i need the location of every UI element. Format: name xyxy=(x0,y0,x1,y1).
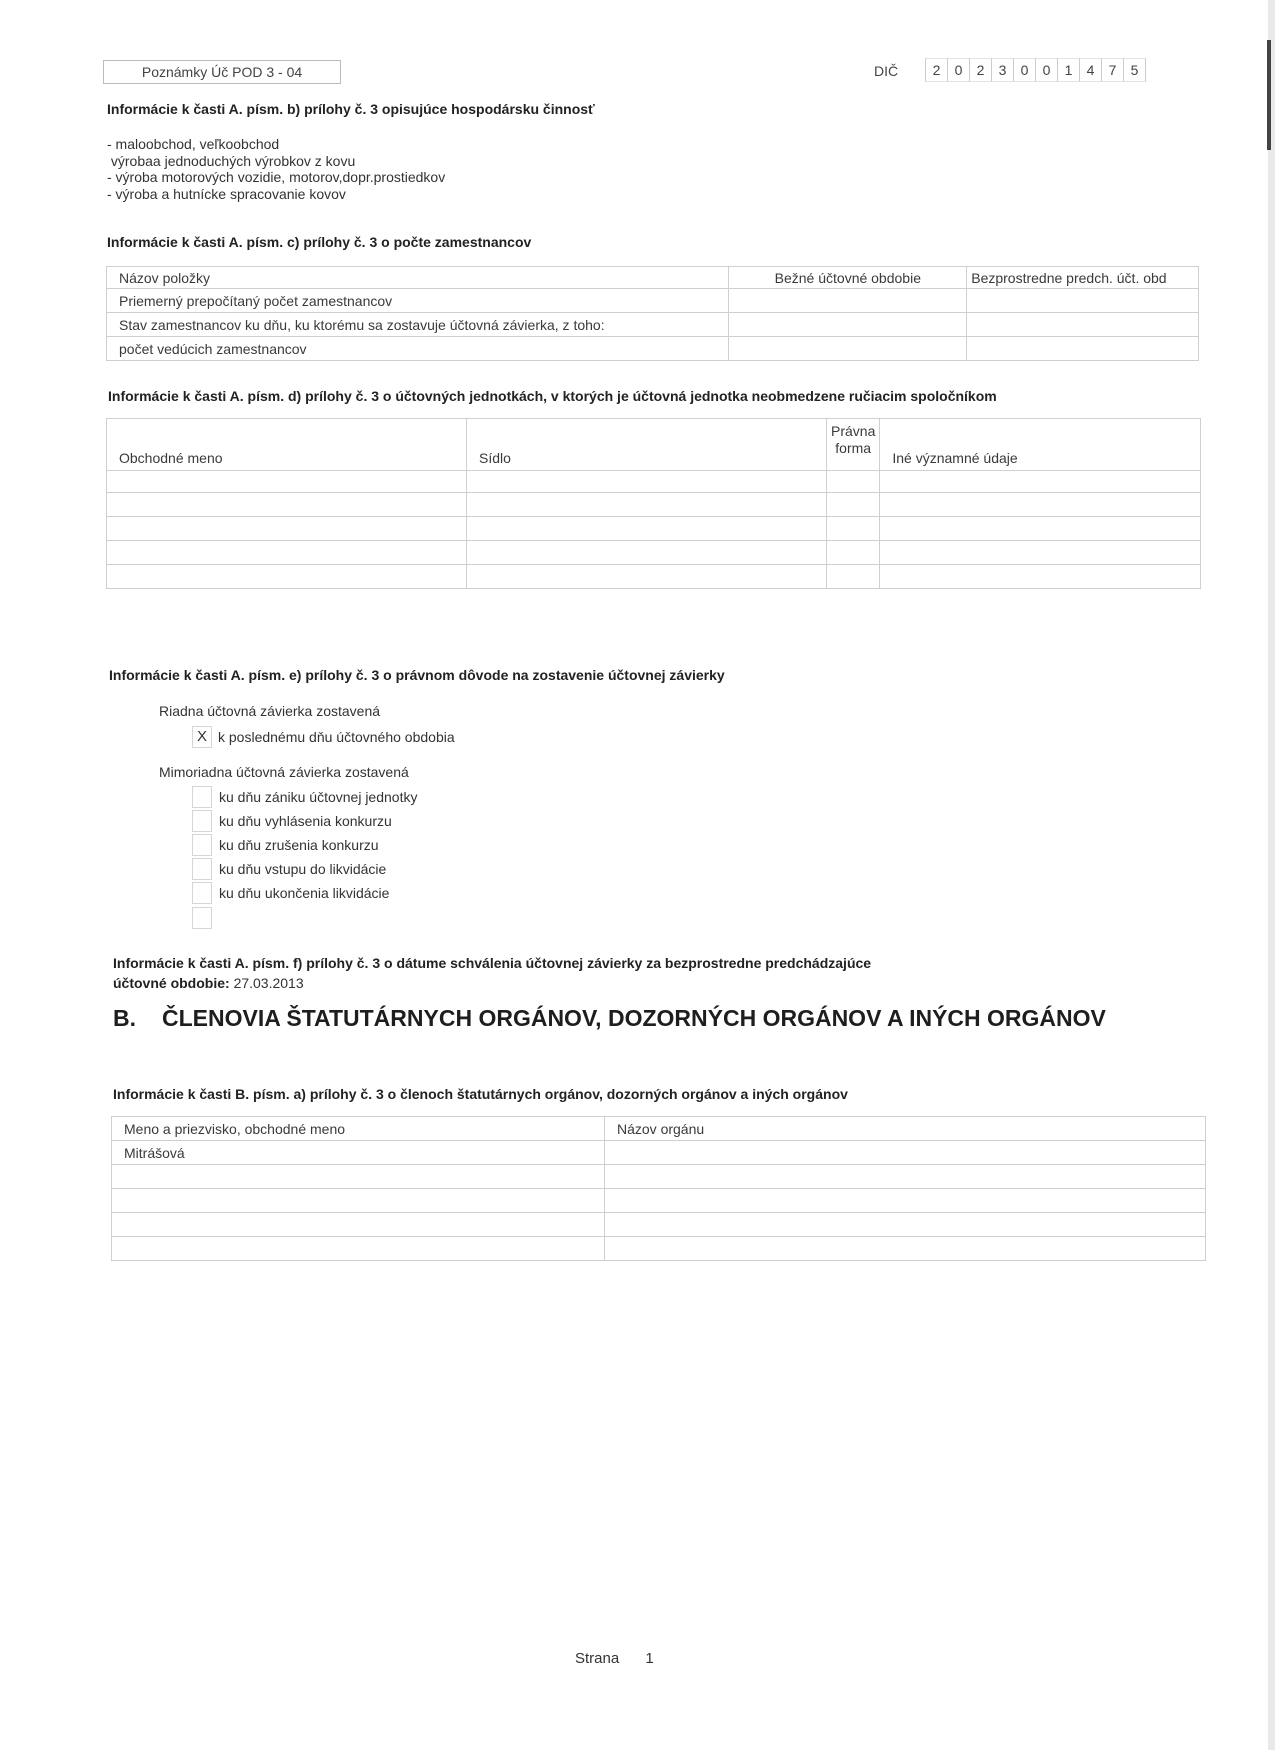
table-header-row xyxy=(107,267,1199,289)
table-header-row xyxy=(107,419,1201,471)
approval-date: 27.03.2013 xyxy=(233,975,304,991)
dic-digit: 0 xyxy=(1036,58,1058,82)
approval-date-label: účtovné obdobie: xyxy=(113,975,230,991)
table-row xyxy=(107,471,1201,493)
extra-option-label: ku dňu vyhlásenia konkurzu xyxy=(219,813,392,829)
col-item-header: Názov položky xyxy=(107,267,729,289)
table-row xyxy=(107,517,1201,541)
dic-digit: 7 xyxy=(1102,58,1124,82)
col-form-line: Právna xyxy=(831,423,876,439)
activity-item: - výroba motorových vozidie, motorov,dopr.prostiedkov xyxy=(107,169,446,185)
activity-item: výrobaa jednoduchých výrobkov z kovu xyxy=(107,152,356,169)
table-row xyxy=(107,337,1199,361)
table-row xyxy=(112,1165,1206,1189)
section-a-f-heading: Informácie k časti A. písm. f) prílohy č. 3 o dátume schválenia účtovnej závierky za bezprostredne predchádzajúce xyxy=(113,955,872,971)
dic-digit: 0 xyxy=(948,58,970,82)
dic-digits xyxy=(925,58,1146,82)
regular-label: Riadna účtovná závierka zostavená xyxy=(159,703,381,719)
dic-digit: 0 xyxy=(1014,58,1036,82)
section-a-c-heading: Informácie k časti A. písm. c) prílohy č. 3 o počte zamestnancov xyxy=(107,234,532,250)
col-seat-header: Sídlo xyxy=(467,419,827,471)
row-label: Priemerný prepočítaný počet zamestnancov xyxy=(107,289,729,313)
row-label: počet vedúcich zamestnancov xyxy=(107,337,729,361)
table-row xyxy=(107,541,1201,565)
row-current xyxy=(729,313,967,337)
extra-checkbox[interactable] xyxy=(192,907,212,929)
page-edge-shadow xyxy=(1268,0,1275,1750)
table-row xyxy=(107,565,1201,589)
regular-checkbox[interactable]: X xyxy=(192,726,212,748)
dic-digit: 3 xyxy=(992,58,1014,82)
col-form-line: forma xyxy=(835,440,872,456)
table-header-row xyxy=(112,1117,1206,1141)
page-label: Strana xyxy=(575,1650,620,1667)
table-row xyxy=(107,289,1199,313)
table-row xyxy=(112,1189,1206,1213)
page-number xyxy=(575,1650,654,1667)
row-label: Stav zamestnancov ku dňu, ku ktorému sa zostavuje účtovná závierka, z toho: xyxy=(107,313,729,337)
section-a-d-heading: Informácie k časti A. písm. d) prílohy č. 3 o účtovných jednotkách, v ktorých je účtovná jednotka neobmedzene ručiacim spoločníkom xyxy=(108,388,997,404)
row-current xyxy=(729,337,967,361)
dic-digit: 2 xyxy=(925,58,948,82)
section-a-e-heading: Informácie k časti A. písm. e) prílohy č. 3 o právnom dôvode na zostavenie účtovnej závierky xyxy=(109,667,725,683)
col-form-header xyxy=(827,419,880,471)
regular-option-label: k poslednému dňu účtovného obdobia xyxy=(218,729,455,745)
members-table xyxy=(111,1116,1206,1261)
row-previous xyxy=(967,313,1199,337)
partners-table xyxy=(106,418,1201,589)
table-row xyxy=(112,1141,1206,1165)
table-row xyxy=(112,1237,1206,1261)
col-name-header: Obchodné meno xyxy=(107,419,467,471)
col-organ-header: Názov orgánu xyxy=(605,1117,1206,1141)
table-row xyxy=(112,1213,1206,1237)
member-name: Mitrášová xyxy=(112,1141,605,1165)
extra-checkbox[interactable] xyxy=(192,834,212,856)
extra-checkbox[interactable] xyxy=(192,882,212,904)
col-member-name-header: Meno a priezvisko, obchodné meno xyxy=(112,1117,605,1141)
row-previous xyxy=(967,289,1199,313)
extra-checkbox[interactable] xyxy=(192,858,212,880)
activities-list xyxy=(107,136,445,202)
approval-date-line xyxy=(113,975,304,991)
member-organ xyxy=(605,1141,1206,1165)
extra-checkbox[interactable] xyxy=(192,786,212,808)
dic-label: DIČ xyxy=(874,63,899,79)
extra-label: Mimoriadna účtovná závierka zostavená xyxy=(159,764,409,780)
section-b-subheading: Informácie k časti B. písm. a) prílohy č. 3 o členoch štatutárnych orgánov, dozorných orgánov a iných orgánov xyxy=(113,1086,848,1102)
row-current xyxy=(729,289,967,313)
extra-option-label: ku dňu vstupu do likvidácie xyxy=(219,861,387,877)
page-edge-mark xyxy=(1267,40,1271,150)
section-b-title: ČLENOVIA ŠTATUTÁRNYCH ORGÁNOV, DOZORNÝCH ORGÁNOV A INÝCH ORGÁNOV xyxy=(162,1005,1106,1031)
dic-digit: 5 xyxy=(1124,58,1146,82)
extra-option-label: ku dňu ukončenia likvidácie xyxy=(219,885,390,901)
dic-digit: 1 xyxy=(1058,58,1080,82)
col-other-header: Iné významné údaje xyxy=(880,419,1201,471)
extra-checkbox[interactable] xyxy=(192,810,212,832)
col-current-header: Bežné účtovné obdobie xyxy=(729,267,967,289)
dic-digit: 2 xyxy=(970,58,992,82)
section-a-b-heading: Informácie k časti A. písm. b) prílohy č. 3 opisujúce hospodársku činnosť xyxy=(107,101,595,117)
col-previous-header: Bezprostredne predch. účt. obd xyxy=(967,267,1199,289)
row-previous xyxy=(967,337,1199,361)
activity-item: - maloobchod, veľkoobchod xyxy=(107,136,280,152)
employees-table xyxy=(106,266,1199,361)
dic-digit: 4 xyxy=(1080,58,1102,82)
table-row xyxy=(107,313,1199,337)
extra-option-label: ku dňu zániku účtovnej jednotky xyxy=(219,789,418,805)
page-number-value: 1 xyxy=(645,1650,654,1667)
form-id-box: Poznámky Úč POD 3 - 04 xyxy=(103,60,341,84)
activity-item: - výroba a hutnícke spracovanie kovov xyxy=(107,185,346,202)
table-row xyxy=(107,493,1201,517)
extra-option-label: ku dňu zrušenia konkurzu xyxy=(219,837,379,853)
section-b-letter: B. xyxy=(113,1005,136,1031)
